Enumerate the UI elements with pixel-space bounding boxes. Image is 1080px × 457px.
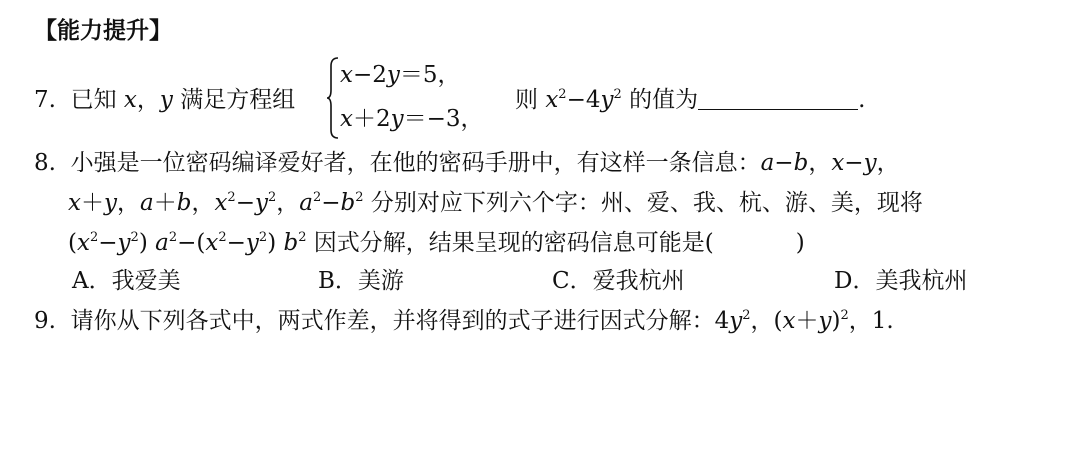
choice-d[interactable]: D．美我杭州 bbox=[834, 268, 968, 294]
left-brace-icon bbox=[326, 56, 340, 140]
q7-end: . bbox=[858, 87, 866, 113]
equation-2: x＋2y＝−3， bbox=[340, 106, 484, 132]
question-8-number: 8. bbox=[34, 150, 56, 176]
choice-a[interactable]: A．我爱美 bbox=[72, 268, 181, 294]
question-7-tail bbox=[515, 85, 865, 115]
equation-1: x−2y＝5， bbox=[340, 62, 461, 88]
q7-comma: ， bbox=[136, 87, 160, 113]
q7-then-text: 则 bbox=[515, 87, 538, 113]
question-8-line-3: $(x^2-y^2)$ $a^2-(x^2-y^2)$ $b^2$ 因式分解，结果呈现的密码信息可能是( ) bbox=[68, 230, 805, 256]
question-8-line-2: x＋y，a＋b，$x^2-y^2$，$a^2-b^2$ 分别对应下列六个字：州、爱、我、杭、游、美，现将 bbox=[68, 190, 923, 216]
q7-pre-text: 已知 bbox=[70, 87, 117, 113]
question-9-number: 9. bbox=[34, 308, 56, 334]
question-8-line-1: 8. 小强是一位密码编译爱好者，在他的密码手册中，有这样一条信息：a−b，x−y， bbox=[34, 150, 900, 176]
question-7-number: 7. bbox=[34, 87, 56, 113]
var-x: x bbox=[123, 87, 137, 113]
q7-tail-text: 的值为 bbox=[629, 87, 699, 113]
q7-expression: $x^2-4y^2$ bbox=[545, 87, 622, 113]
choice-c[interactable]: C．爱我杭州 bbox=[552, 268, 685, 294]
q7-post-text: 满足方程组 bbox=[180, 87, 296, 113]
question-9: 9. 请你从下列各式中，两式作差，并将得到的式子进行因式分解：$4y^2$，$(x+y)^2$，1. bbox=[34, 308, 894, 334]
question-7-lead bbox=[34, 85, 295, 115]
choice-b[interactable]: B．美游 bbox=[318, 268, 404, 294]
var-y: y bbox=[159, 87, 173, 113]
answer-blank[interactable] bbox=[698, 87, 858, 110]
section-heading: 【能力提升】 bbox=[34, 18, 172, 44]
